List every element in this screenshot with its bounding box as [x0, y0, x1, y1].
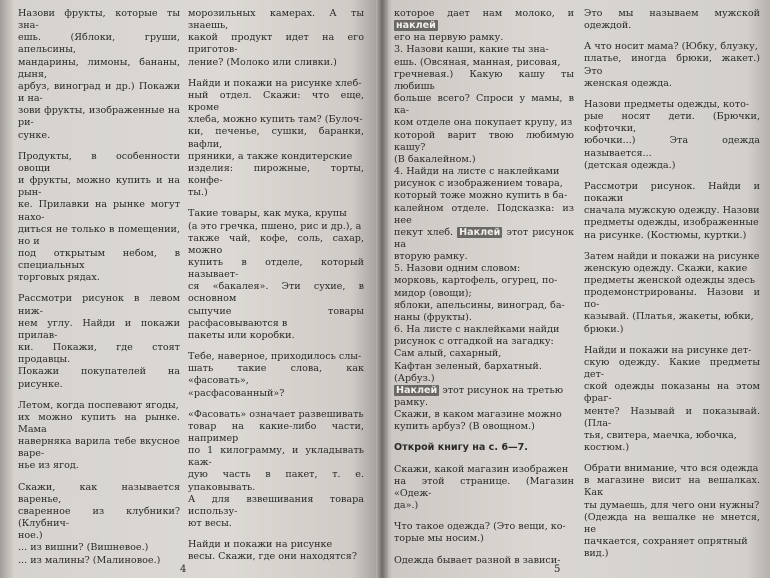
paragraph: Найди и покажи на рисунке весы. Скажи, где они находятся?: [188, 539, 357, 563]
paragraph: Скажи, как называется варенье, сваренное из клубники? (Клубнич- ное.) ... из вишни? (Вишневое.) ... из малины? (Малиновое.): [18, 481, 180, 564]
paragraph: Назови предметы одежды, кото- рые носят дети. (Брючки, кофточки, юбочки...) Эта одежда называется... (детская одежда.): [584, 98, 760, 171]
paragraph: Одежда бывает разной в зависи-: [394, 554, 561, 564]
left-page-column-2: [188, 8, 364, 564]
paragraph: Обрати внимание, что вся одежда в магазине висит на вешалках. Как ты думаешь, для чего они нужны? (Одежда на вешалке не мнется, не пачкается, сохраняет опрятный вид.): [584, 463, 760, 560]
right-page-column-2: [584, 8, 760, 564]
paragraph: которое дает нам молоко, и наклей его на первую рамку. 3. Назови каши, какие ты зна- ешь. (Овсяная, манная, рисовая, гречневая.) Какую кашу ты любишь больше всего? Спроси у мамы, в ка- ком отделе она покупает крупу, из которой варит твою любимую кашу? (В бакалейном.) 4. Найди на листе с наклейками рисунок с изображением товара, который тоже можно купить в ба- калейном отделе. Подсказка: из нее пекут хлеб. Наклей этот рисунок на вторую рамку. 5. Назови одним словом: морковь, картофель, огурец, по- мидор (овощи); яблоки, апельсины, виноград, ба- наны (фрукты). 6. На листе с наклейками найди рисунок с отгадкой на загадку: Сам алый, сахарный, Кафтан зеленый, бархатный. (Арбуз.) Наклей этот рисунок на третью рамку. Скажи, в каком магазине можно купить арбуз? (В овощном.): [394, 8, 574, 433]
paragraph: Тебе, наверное, приходилось слы- шать такие слова, как «фасовать», «расфасованный»?: [188, 351, 364, 399]
paragraph: Такие товары, как мука, крупы (а это гречка, пшено, рис и др.), а также чай, кофе, соль, сахар, можно купить в отделе, который называет- ся «бакалея». Эти сухие, в основном сыпучие товары расфасовываются в пакеты или коробки.: [188, 208, 364, 341]
page-number-left: 4: [180, 564, 187, 575]
left-page-column-1: [18, 8, 180, 564]
paragraph: Найди и покажи на рисунке хлеб- ный отдел. Скажи: что еще, кроме хлеба, можно купить там? (Булоч- ки, печенье, сушки, баранки, вафли, пряники, а также кондитерские изделия: пирожные, торты, конфе- ты.): [188, 77, 364, 199]
paragraph: Затем найди и покажи на рисунке женскую одежду. Скажи, какие предметы женской одежды здесь продемонстрированы. Назови и по- казывай. (Платья, жакеты, юбки, брюки.): [584, 250, 760, 335]
page-number-right: 5: [554, 564, 561, 575]
paragraph: Скажи, какой магазин изображен на этой странице. (Магазин «Одеж- да».): [394, 463, 574, 512]
sticker-instruction-label: Наклей: [396, 384, 438, 396]
right-page-column-1: [394, 8, 574, 564]
sticker-instruction-label: наклей: [396, 20, 436, 32]
left-page: [0, 0, 382, 578]
paragraph: Что такое одежда? (Это вещи, ко- торые мы носим.): [394, 521, 566, 545]
paragraph: А что носит мама? (Юбку, блузку, платье, иногда брюки, жакет.) Это женская одежда.: [584, 41, 760, 89]
book-gutter: [376, 0, 388, 578]
paragraph: Открой книгу на с. 6—7.: [394, 442, 528, 454]
paragraph: Продукты, в особенности овощи и фрукты, можно купить и на рын- ке. Прилавки на рынке могут нахо- диться не только в помещении, но и под открытым небом, в специальных торговых рядах.: [18, 150, 180, 284]
sticker-instruction-label: Наклей: [459, 226, 501, 238]
paragraph: Рассмотри рисунок. Найди и покажи сначала мужскую одежду. Назови предметы одежды, изображенные на рисунке. (Костюмы, куртки.): [584, 180, 760, 241]
right-page: [382, 0, 770, 578]
paragraph: Найди и покажи на рисунке дет- скую одежду. Какие предметы дет- ской одежды показаны на этом фраг- менте? Называй и показывай. (Пла- тья, свитера, маечка, юбочка, костюм.): [584, 344, 760, 453]
paragraph: Назови фрукты, которые ты зна- ешь. (Яблоки, груши, апельсины, мандарины, лимоны, бананы, дыня, арбуз, виноград и др.) Покажи и на- зови фрукты, изображенные на ри- сунке.: [18, 8, 180, 141]
paragraph: морозильных камерах. А ты знаешь, какой продукт идет на его приготов- ление? (Молоко или сливки.): [188, 8, 364, 68]
paragraph: Рассмотри рисунок в левом ниж- нем углу. Найди и покажи прилав- ки. Покажи, где стоят продавцы. Покажи покупателей на рисунке.: [18, 293, 180, 390]
paragraph: Это мы называем мужской одеждой.: [584, 8, 760, 32]
paragraph: Летом, когда поспевают ягоды, их можно купить на рынке. Мама наверняка варила тебе вкусное варе- нье из ягод.: [18, 399, 180, 472]
paragraph: «Фасовать» означает развешивать товар на какие-либо части, например по 1 килограмму, и укладывать каж- дую часть в пакет, т. е. упаковывать. А для взвешивания товара использу- ют весы.: [188, 408, 364, 530]
